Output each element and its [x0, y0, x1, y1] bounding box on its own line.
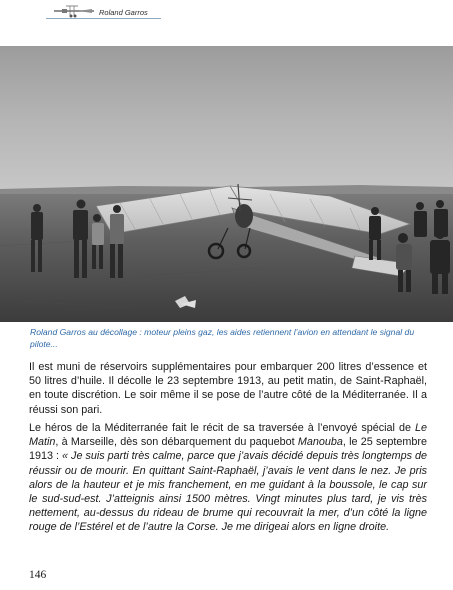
figure-caption: Roland Garros au décollage : moteur pleins gaz, les aides retiennent l’avion en attendant le signal du pilote... [30, 327, 415, 349]
garros-quote: « Je suis parti très calme, parce que j’avais décidé depuis très longtemps de réussir ou de mourir. En quittant Saint-Raphaël, j’avais le vent dans le nez. Je pris alors de la hauteur et je mis franchement, en me guidant à la boussole, le cap sur le sud-sud-est. J’atteignis ainsi 1500 mètres. Vingt minutes plus tard, je vis très nettement, au-dessus du rideau de brume qui recouvrait la mer, d’un côté la ligne rouge de l’Estérel et de l’autre la Corse. Je me dirigeai alors en ligne droite. [29, 450, 427, 534]
photo-airplane-takeoff [0, 46, 453, 322]
running-header-title: Roland Garros [99, 8, 148, 17]
paragraph-2-text-e: , le 25 septembre 1913 : [29, 436, 427, 463]
header-rule [46, 18, 161, 19]
paragraph-1: Il est muni de réservoirs supplémentaires pour embarquer 200 litres d’essence et 50 litres d’huile. Il décolle le 23 septembre 1913, au petit matin, de Saint-Raphaël, en toute discrétion. Le soir même il se pose de l’autre côté de la Méditerranée. Il a réussi son pari. [29, 361, 427, 416]
running-header [0, 0, 453, 22]
ship-name: Manouba [297, 436, 343, 449]
newspaper-title: Le Matin [29, 422, 427, 449]
paragraph-2 [29, 421, 427, 535]
airplane-icon [52, 2, 96, 18]
paragraph-2-text-c: , à Marseille, dès son débarquement du paquebot [55, 436, 298, 449]
page-number: 146 [29, 569, 47, 581]
paragraph-2-text-a: Le héros de la Méditerranée fait le récit de sa traversée à l’envoyé spécial de [29, 422, 415, 434]
